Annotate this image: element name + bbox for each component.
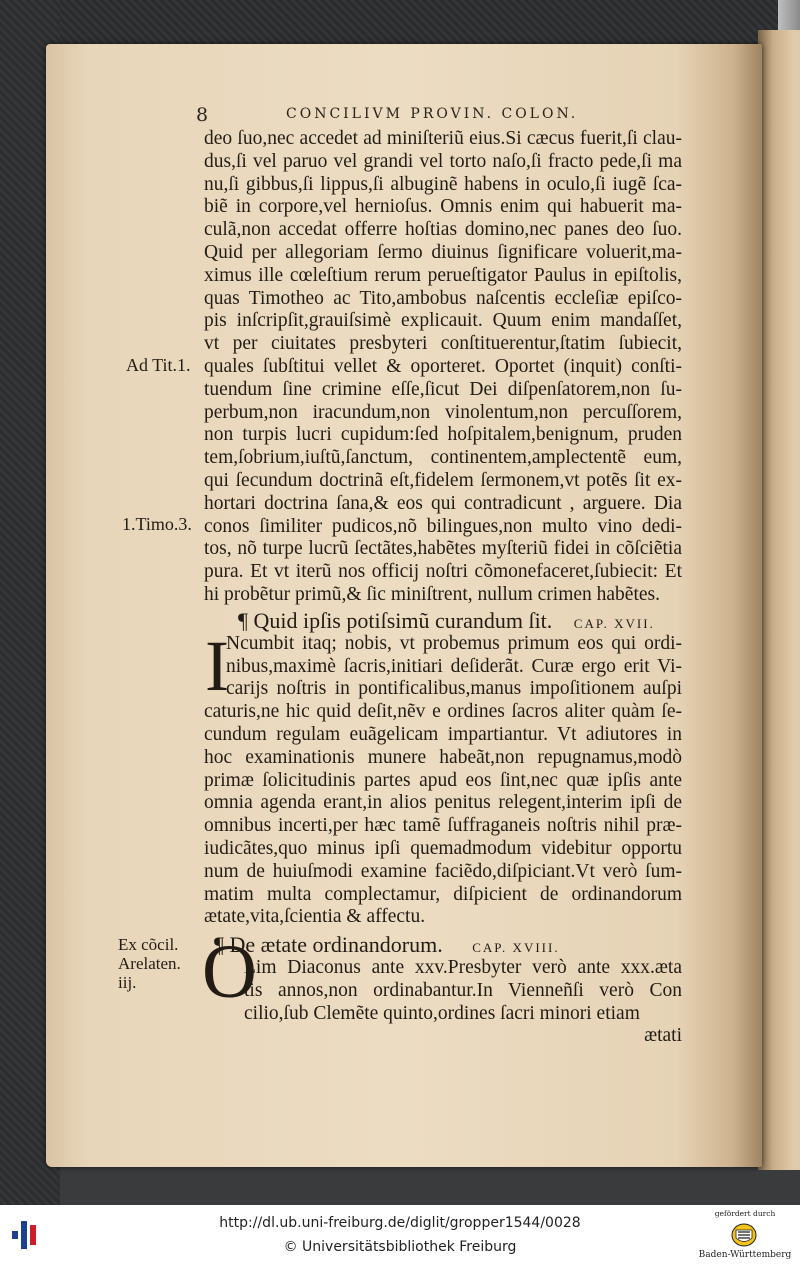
facing-page-edge [758, 30, 800, 1170]
chapter-number: CAP. XVIII. [472, 940, 560, 956]
page-header [196, 104, 666, 130]
text-line: cundum regulam euãgelicam impartiantur. Vt adiutores in [204, 723, 682, 745]
text-line: tuendum ſine crimine eſſe,ſicut Dei diſpenſatorem,non ſu- [204, 378, 682, 400]
sponsor-block [690, 1209, 800, 1260]
text-line: hortari doctrina ſana,& eos qui contradicunt , arguere. Dia [204, 492, 682, 514]
margin-note-line: Ex cõcil. [118, 935, 179, 954]
text-line: culã,non accedat offerre hoſtias domino,nec panes deo ſuo. [204, 219, 682, 241]
running-title: CONCILIVM PROVIN. COLON. [286, 106, 579, 122]
margin-note-timo: 1.Timo.3. [122, 514, 192, 534]
heading-text: ¶ De ætate ordinandorum. [214, 932, 443, 958]
text-line: Quid per allegoriam ſermo diuinus ſignificare voluerit,ma- [204, 241, 682, 263]
paragraph-2 [204, 633, 682, 929]
heading-text: ¶ Quid ipſis potiſsimũ curandum ſit. [238, 607, 553, 633]
paragraph-3 [204, 957, 682, 1025]
chapter-number: CAP. XVII. [573, 615, 655, 631]
text-line: iudicãtes,quo minus ipſi quemadmodum videbitur opportu [204, 837, 682, 859]
margin-note-concil [118, 935, 181, 992]
text-line: ætate,vita,ſcientia & affectu. [204, 906, 426, 928]
text-line: tem,ſobrium,iuſtũ,ſanctum, continentem,amplectentẽ eum, [204, 447, 682, 469]
catchword: ætati [644, 1025, 682, 1047]
text-line: pis inſcripſit,grauiſsimè explicauit. Quum enim mandaſſet, [204, 310, 682, 332]
text-line: tis annos,non ordinabantur.In Vienneñſi verò Con [244, 979, 682, 1001]
text-line: perbum,non iracundum,non vinolentum,non percuſſorem, [204, 401, 682, 423]
text-line: primæ ſolicitudinis partes apud eos ſint,nec quæ ipſis ante [204, 769, 682, 791]
state-crest-icon [726, 1222, 762, 1248]
chapter-heading-17 [204, 609, 682, 633]
text-line: deo ſuo,nec accedet ad miniſteriũ eius.Si cæcus fuerit,ſi clau- [204, 128, 682, 149]
sponsor-caption: gefördert durch [714, 1209, 776, 1218]
text-line: caturis,ne hic quid deſit,nẽv e ordines ſacros aliter quàm ſe- [204, 701, 682, 723]
text-line: vt per ciuitates presbyteri conſtituerentur,ſtatim ſubiecit, [204, 333, 682, 355]
drop-initial-o: O [202, 930, 257, 1014]
text-line: qui ſecundum doctrinã eſt,fidelem ſermonem,vt potẽs ſit ex- [204, 469, 682, 491]
permalink-url[interactable]: http://dl.ub.uni-freiburg.de/diglit/gropper1544/0028 [219, 1215, 581, 1231]
text-line: carijs noſtris in pontificalibus,manus impoſitionem auſpi [226, 678, 682, 700]
text-line: dus,ſi vel paruo vel grandi vel torto naſo,ſi fracto pede,ſi ma [204, 150, 682, 172]
text-line: biẽ in corpore,vel hernioſus. Omnis enim qui habuerit ma- [204, 196, 682, 218]
sponsor-name: Baden-Württemberg [698, 1250, 792, 1260]
text-line: nu,ſi gibbus,ſi lippus,ſi albuginẽ habens in oculo,ſi iugẽ ſca- [204, 173, 682, 195]
text-line: tos, nõ turpe lucrũ ſectãtes,habẽtes myſteriũ fidei in cõſciẽtia [204, 538, 682, 560]
paragraph-1 [204, 128, 682, 607]
text-line: conos ſimiliter pudicos,nõ bilingues,non multo vino dedi- [204, 515, 682, 537]
text-line: omnibus incerti,per hæc tamẽ ſuffraganeis noſtris nihil præ- [204, 815, 682, 837]
text-line: pura. Et vt iterũ nos officij noſtri cõmonefaceret,ſubiecit: Et [204, 561, 682, 583]
margin-note-ad-tit: Ad Tit.1. [126, 355, 191, 375]
background-cloth [0, 0, 800, 45]
text-line: Ncumbit itaq; nobis, vt probemus primum eos qui ordi- [226, 632, 682, 654]
text-line: hi probẽtur primũ,& ſic miniſtrent, nullum crimen habẽtes. [204, 583, 660, 605]
text-line: Lim Diaconus ante xxv.Presbyter verò ante xxx.æta [244, 957, 682, 979]
drop-initial-i: I [205, 626, 229, 706]
text-line: non turpis lucri cupidum:ſed hoſpitalem,benignum, pruden [204, 424, 682, 446]
text-line: quas Timotheo ac Tito,ambobus naſcentis eccleſiæ epiſco- [204, 287, 682, 309]
chapter-heading-18 [204, 933, 682, 957]
text-line: omnia agenda erant,in alios penitus relegent,interim ipſi de [204, 792, 682, 814]
text-line: num de huiuſmodi examine faciẽdo,diſpiciant.Vt verò ſum- [204, 860, 682, 882]
margin-note-line: Arelaten. [118, 954, 181, 973]
text-line: cilio,ſub Clemẽte quinto,ordines ſacri minori etiam [244, 1002, 640, 1024]
text-line: ximus ille cœleſtium rerum perueſtigator Paulus in epiſtolis, [204, 264, 682, 286]
text-line: nibus,maximè ſacris,initiari deſiderãt. Curæ ergo erit Vi- [226, 655, 682, 677]
page-number: 8 [196, 104, 209, 126]
text-line: hoc examinationis munere habeãt,non repugnamus,modò [204, 746, 682, 768]
viewer-footer [0, 1205, 800, 1264]
margin-note-line: iij. [118, 973, 137, 992]
text-line: matim multa complectamur, diſpicient de ordinandorum [204, 883, 682, 905]
text-line: quales ſubſtitui vellet & oporteret. Oportet (inquit) conſti- [204, 355, 682, 377]
copyright-notice: © Universitätsbibliothek Freiburg [283, 1239, 517, 1255]
body-text [204, 128, 682, 1048]
